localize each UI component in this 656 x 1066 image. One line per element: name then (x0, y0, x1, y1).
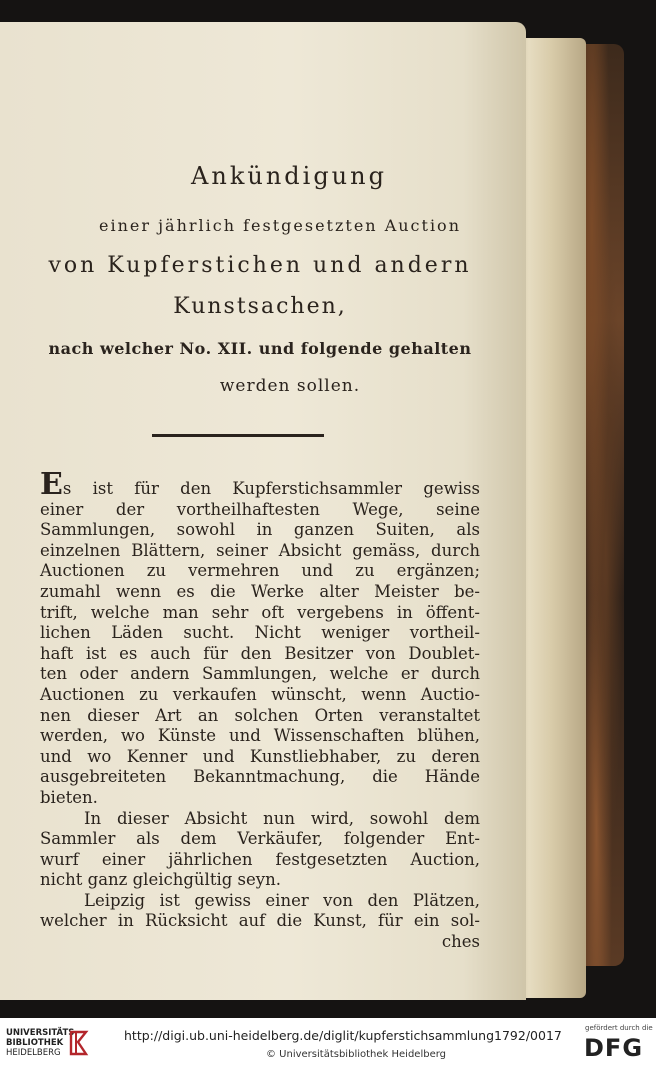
body-line: In dieser Absicht nun wird, sowohl dem (84, 808, 480, 828)
title-line-2: einer jährlich festgesetzten Auction (98, 216, 461, 235)
footer-bar (0, 1018, 656, 1066)
body-line: welcher in Rücksicht auf die Kunst, für ein sol- (40, 911, 480, 931)
body-line: bieten. (40, 787, 98, 807)
copyright-notice: © Universitätsbibliothek Heidelberg (266, 1049, 447, 1060)
body-line: Sammlungen, sowohl in ganzen Suiten, als (40, 520, 480, 540)
title-line-1: Ankündigung (191, 162, 387, 190)
title-line-5: nach welcher No. XII. und folgende gehalten (48, 339, 472, 358)
body-line-0-text: s ist für den Kupferstichsammler gewiss (62, 479, 480, 498)
body-line: ten oder andern Sammlungen, welche er durch (40, 664, 480, 684)
body-line: wurf einer jährlichen festgesetzten Auction, (40, 849, 480, 869)
body-line: nicht ganz gleichgültig seyn. (40, 870, 281, 890)
body-line: trift, welche man sehr oft vergebens in öffent- (40, 602, 480, 622)
library-logo-icon[interactable] (68, 1028, 90, 1058)
funded-by-label: gefördert durch die (585, 1024, 653, 1032)
body-line: lichen Läden sucht. Nicht weniger vortheil- (40, 623, 480, 643)
body-text (40, 467, 480, 953)
catchword: ches (441, 932, 480, 952)
permalink-url[interactable]: http://digi.ub.uni-heidelberg.de/diglit/kupferstichsammlung1792/0017 (124, 1028, 562, 1043)
library-line-1: UNIVERSITÄTS- (6, 1028, 78, 1038)
dfg-logo[interactable]: DFG (584, 1034, 644, 1062)
body-line: einzelnen Blättern, seiner Absicht gemäss, durch (40, 540, 480, 560)
title-line-4: Kunstsachen, (173, 294, 347, 319)
divider-rule (152, 434, 324, 437)
body-line: Auctionen zu vermehren und zu ergänzen; (40, 561, 480, 581)
body-line: und wo Kenner und Kunstliebhaber, zu deren (40, 746, 480, 766)
body-line-0 (40, 467, 480, 502)
title-line-3: von Kupferstichen und andern (48, 253, 472, 278)
body-line: nen dieser Art an solchen Orten veranstaltet (40, 705, 480, 725)
body-line: ausgebreiteten Bekanntmachung, die Hände (40, 767, 480, 787)
library-line-2: BIBLIOTHEK (6, 1038, 64, 1048)
title-line-6: werden sollen. (219, 376, 361, 396)
body-line: einer der vortheilhaftesten Wege, seine (40, 499, 480, 519)
body-line: haft ist es auch für den Besitzer von Doublet- (40, 643, 480, 663)
body-line: werden, wo Künste und Wissenschaften blühen, (40, 726, 480, 746)
body-line: Leipzig ist gewiss einer von den Plätzen, (84, 890, 480, 910)
library-line-3: HEIDELBERG (6, 1048, 61, 1058)
body-line: Auctionen zu verkaufen wünscht, wenn Auctio- (40, 684, 480, 704)
body-line: Sammler als dem Verkäufer, folgender Ent- (40, 829, 480, 849)
page-text (40, 142, 480, 953)
book-page (0, 22, 526, 1000)
drop-cap: E (40, 467, 63, 502)
body-line: zumahl wenn es die Werke alter Meister be- (40, 581, 480, 601)
